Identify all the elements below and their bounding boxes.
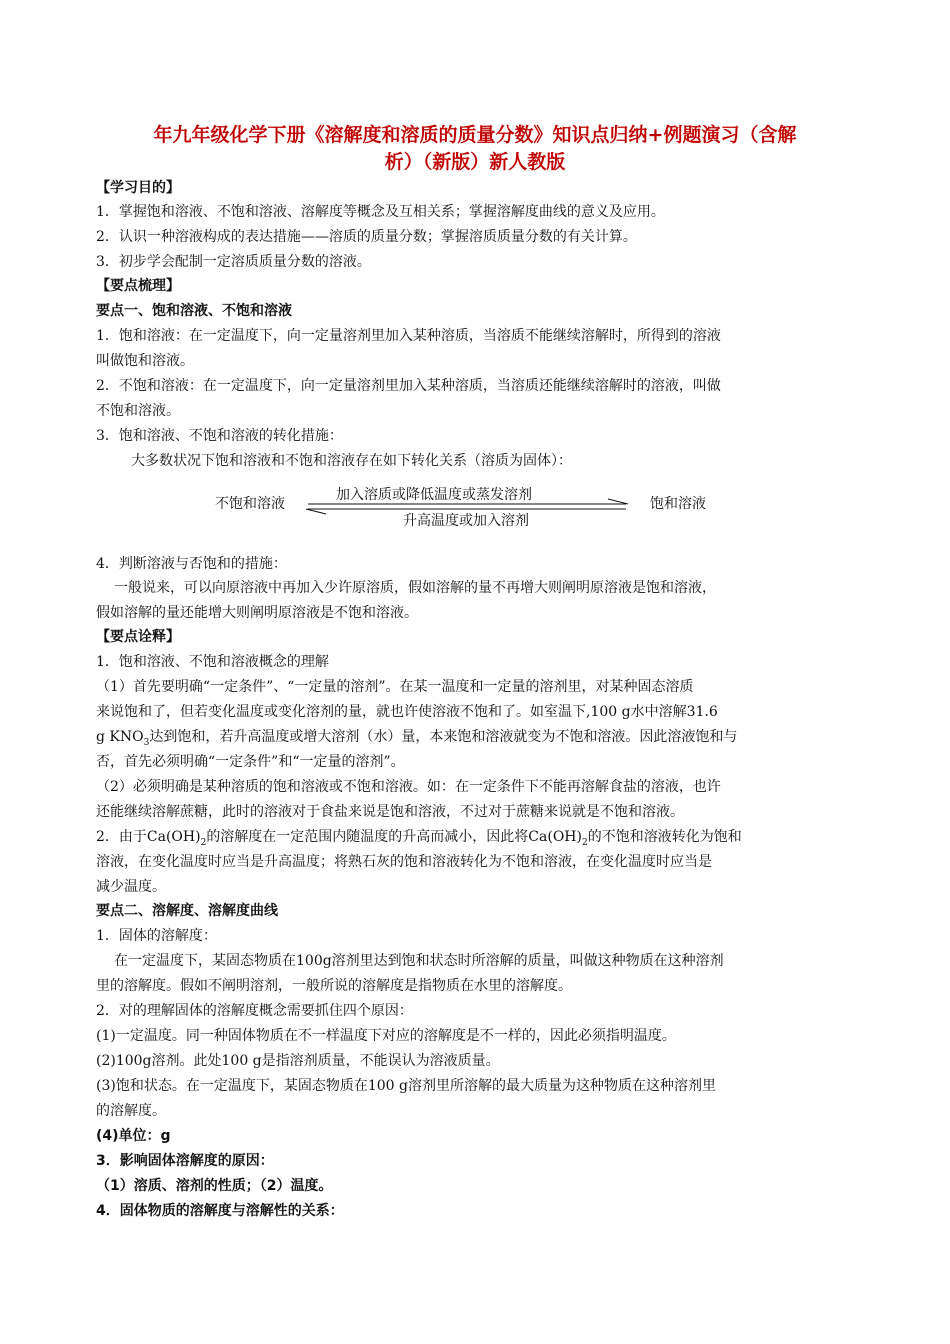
point-heading-2: 要点二、溶解度、溶解度曲线 [96,903,278,919]
document-title [80,122,870,176]
point-heading-1: 要点一、饱和溶液、不饱和溶液 [96,303,292,319]
text-run: 的不饱和溶液转化为饱和 [587,829,742,845]
subscript: 2 [581,837,588,848]
goal-item-1: 1．掌握饱和溶液、不饱和溶液、溶解度等概念及互相关系；掌握溶解度曲线的意义及应用。 [96,204,665,220]
paragraph-line: 来说饱和了，但若变化温度或变化溶剂的量，就也许使溶液不饱和了。如室温下,100 g水中溶解31.6 [96,704,718,720]
section-heading-outline: 【要点梳理】 [96,278,180,294]
paragraph-line: 的溶解度。 [96,1103,166,1119]
paragraph-line: 1．饱和溶液：在一定温度下，向一定量溶剂里加入某种溶质，当溶质不能继续溶解时，所得到的溶液 [96,328,721,344]
diagram-top-label: 加入溶质或降低温度或蒸发溶剂 [336,487,532,503]
paragraph-line: （1）首先要明确“一定条件”、“一定量的溶剂”。在某一温度和一定量的溶剂里，对某种固态溶质 [96,679,694,695]
conversion-arrows [200,484,740,534]
text-run: 达到饱和，若升高温度或增大溶剂（水）量，本来饱和溶液就变为不饱和溶液。因此溶液饱和与 [149,729,738,745]
paragraph-line: 1．固体的溶解度： [96,928,217,944]
subscript: 2 [200,837,207,848]
paragraph-line: 4．固体物质的溶解度与溶解性的关系： [96,1203,344,1219]
paragraph-line: 还能继续溶解蔗糖，此时的溶液对于食盐来说是饱和溶液，不过对于蔗糖来说就是不饱和溶液。 [96,804,684,820]
diagram-left-label: 不饱和溶液 [215,496,285,512]
text-run: g KNO [96,729,144,745]
paragraph-line: 叫做饱和溶液。 [96,353,194,369]
paragraph-line: 1．饱和溶液、不饱和溶液概念的理解 [96,654,329,670]
goal-item-3: 3．初步学会配制一定溶质质量分数的溶液。 [96,254,371,270]
section-heading-goals: 【学习目的】 [96,180,180,196]
paragraph-line: 里的溶解度。假如不阐明溶剂，一般所说的溶解度是指物质在水里的溶解度。 [96,978,572,994]
paragraph-line: 溶液，在变化温度时应当是升高温度；将熟石灰的饱和溶液转化为不饱和溶液，在变化温度时应当是 [96,854,712,870]
paragraph-line: （2）必须明确是某种溶质的饱和溶液或不饱和溶液。如：在一定条件下不能再溶解食盐的溶液，也许 [96,779,721,795]
title-line-1: 年九年级化学下册《溶解度和溶质的质量分数》知识点归纳+例题演习（含解 [153,124,797,146]
paragraph-line: 假如溶解的量还能增大则阐明原溶液是不饱和溶液。 [96,605,418,621]
paragraph-line: 否，首先必须明确“一定条件”和“一定量的溶剂”。 [96,754,405,770]
section-heading-notes: 【要点诠释】 [96,629,180,645]
paragraph-line: 不饱和溶液。 [96,403,180,419]
diagram-bottom-label: 升高温度或加入溶剂 [403,513,529,529]
paragraph-line: (2)100g溶剂。此处100 g是指溶剂质量，不能误认为溶液质量。 [96,1053,500,1069]
goal-item-2: 2．认识一种溶液构成的表达措施——溶质的质量分数；掌握溶质质量分数的有关计算。 [96,229,637,245]
paragraph-line: 2．不饱和溶液：在一定温度下，向一定量溶剂里加入某种溶质，当溶质还能继续溶解时的溶液，叫做 [96,378,721,394]
conversion-diagram [200,484,740,534]
paragraph-line: (3)饱和状态。在一定温度下，某固态物质在100 g溶剂里所溶解的最大质量为这种物质在这种溶剂里 [96,1078,716,1094]
paragraph-line: 3．饱和溶液、不饱和溶液的转化措施： [96,428,343,444]
paragraph-line: 3．影响固体溶解度的原因： [96,1153,274,1169]
backward-arrow-head [306,509,326,514]
paragraph-line: 在一定温度下，某固态物质在100g溶剂里达到饱和状态时所溶解的质量，叫做这种物质在这种溶剂 [114,953,724,969]
text-run: 的溶解度在一定范围内随温度的升高而减小，因此将Ca(OH) [206,829,582,845]
paragraph-line: (1)一定温度。同一种固体物质在不一样温度下对应的溶解度是不一样的，因此必须指明温度。 [96,1028,676,1044]
paragraph-line: (4)单位：g [96,1128,171,1144]
subscript: 3 [143,737,150,748]
paragraph-line: 一般说来，可以向原溶液中再加入少许原溶质，假如溶解的量不再增大则阐明原溶液是饱和溶液， [114,580,716,596]
forward-arrow-head [608,499,628,504]
paragraph-line: 大多数状况下饱和溶液和不饱和溶液存在如下转化关系（溶质为固体）： [131,453,572,469]
paragraph-line: 减少温度。 [96,879,166,895]
diagram-right-label: 饱和溶液 [650,496,706,512]
text-run: 2．由于Ca(OH) [96,829,201,845]
paragraph-line: （1）溶质、溶剂的性质；（2）温度。 [96,1178,333,1194]
title-line-2: 析）（新版）新人教版 [384,151,566,173]
paragraph-line: 4．判断溶液与否饱和的措施： [96,556,287,572]
paragraph-line: 2．对的理解固体的溶解度概念需要抓住四个原因： [96,1003,413,1019]
